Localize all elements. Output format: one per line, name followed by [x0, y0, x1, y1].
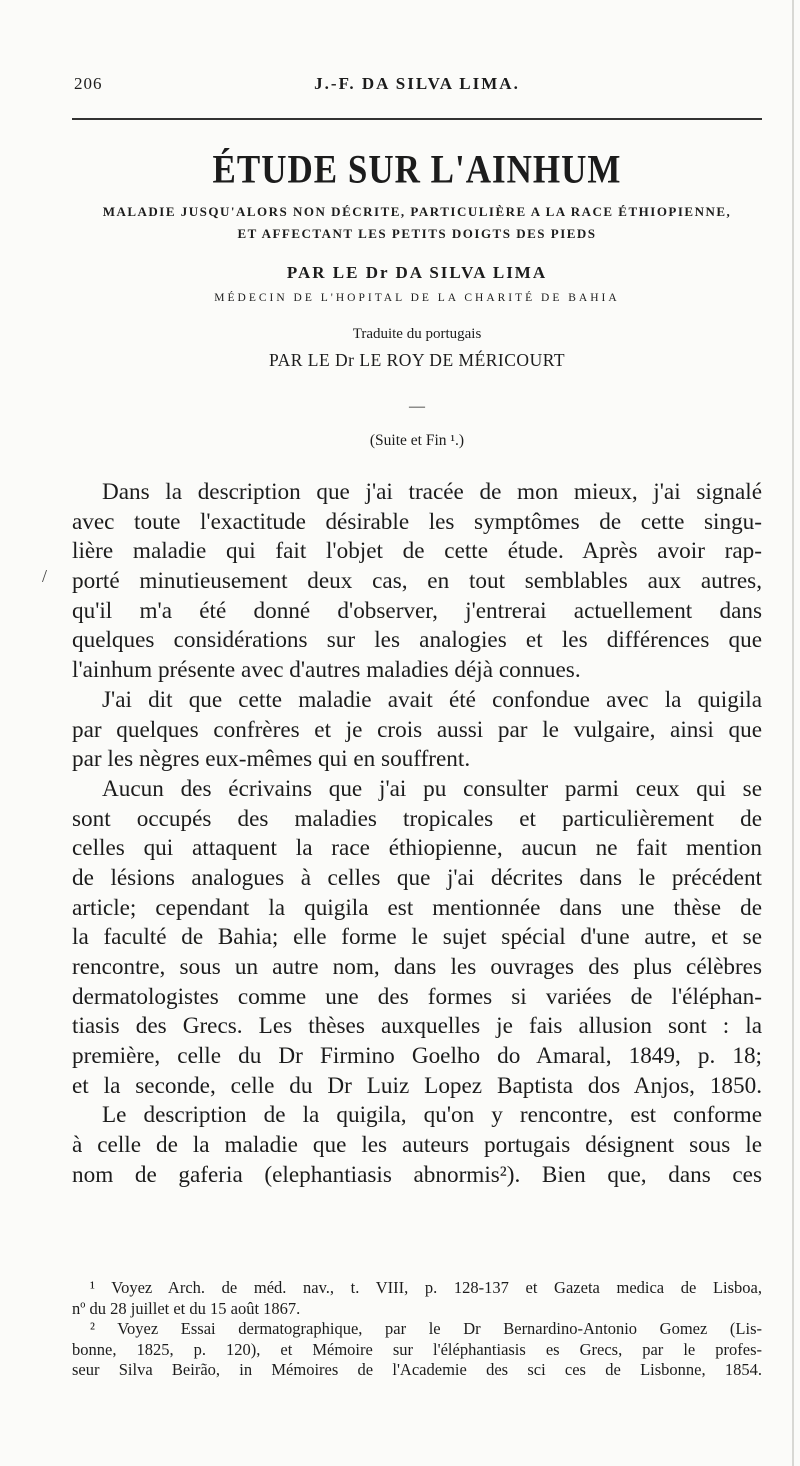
footnote-line: nº du 28 juillet et du 15 août 1867.	[72, 1298, 301, 1318]
body-line: avec toute l'exactitude désirable les symptômes de cette singu-	[72, 508, 762, 535]
article-subtitle-line-2: ET AFFECTANT LES PETITS DOIGTS DES PIEDS	[237, 226, 597, 241]
author-line: PAR LE Dr DA SILVA LIMA	[286, 263, 548, 282]
body-line: qu'il m'a été donné d'observer, j'entrerai actuellement dans	[72, 597, 762, 624]
body-line: Le description de la quigila, qu'on y rencontre, est conforme	[102, 1102, 762, 1129]
continuation-note: (Suite et Fin ¹.)	[369, 432, 465, 449]
running-title: J.-F. DA SILVA LIMA.	[314, 74, 520, 93]
body-line: l'ainhum présente avec d'autres maladies déjà connues.	[72, 657, 581, 684]
body-line: dermatologistes comme une des formes si variées de l'éléphan-	[72, 983, 762, 1010]
footnote-line: ¹ Voyez Arch. de méd. nav., t. VIII, p. 128-137 et Gazeta medica de Lisboa,	[90, 1278, 762, 1297]
footnote-line: bonne, 1825, p. 120), et Mémoire sur l'éléphantiasis es Grecs, par le profes-	[72, 1339, 762, 1359]
footnote-line: seur Silva Beirão, in Mémoires de l'Academie des sci ces de Lisbonne, 1854.	[72, 1360, 762, 1379]
author-affiliation: MÉDECIN DE L'HOPITAL DE LA CHARITÉ DE BAHIA	[214, 292, 620, 304]
body-line: première, celle du Dr Firmino Goelho do Amaral, 1849, p. 18;	[72, 1043, 762, 1070]
body-line: la faculté de Bahia; elle forme le sujet spécial d'une autre, et se	[72, 924, 762, 951]
body-line: porté minutieusement deux cas, en tout semblables aux autres,	[72, 568, 762, 595]
body-line: et la seconde, celle du Dr Luiz Lopez Baptista dos Anjos, 1850.	[72, 1072, 762, 1099]
translation-note: Traduite du portugais	[352, 326, 482, 342]
body-line: à celle de la maladie que les auteurs portugais désignent sous le	[72, 1132, 762, 1159]
header-rule	[72, 118, 762, 120]
page-number: 206	[74, 74, 103, 93]
footnote-line: ² Voyez Essai dermatographique, par le Dr Bernardino-Antonio Gomez (Lis-	[90, 1319, 762, 1338]
body-line: J'ai dit que cette maladie avait été confondue avec la quigila	[102, 686, 762, 713]
running-header	[72, 74, 762, 100]
body-line: quelques considérations sur les analogies et les différences que	[72, 627, 762, 654]
body-line: lière maladie qui fait l'objet de cette étude. Après avoir rap-	[72, 538, 762, 565]
translator-line: PAR LE Dr LE ROY DE MÉRICOURT	[268, 350, 566, 370]
footnotes	[72, 1278, 762, 1381]
body-line: sont occupés des maladies tropicales et particulièrement de	[72, 805, 762, 832]
body-line: par les nègres eux-mêmes qui en souffrent.	[72, 746, 471, 773]
body-line: de lésions analogues à celles que j'ai décrites dans le précédent	[72, 864, 762, 891]
body-line: par quelques confrères et je crois aussi par le vulgaire, ainsi que	[72, 716, 762, 743]
section-separator: —	[409, 398, 425, 415]
body-line: article; cependant la quigila est mentionnée dans une thèse de	[72, 894, 762, 921]
body-line: Aucun des écrivains que j'ai pu consulter parmi ceux qui se	[102, 775, 762, 802]
document-page	[72, 0, 762, 1466]
article-title: ÉTUDE SUR L'AINHUM	[212, 147, 622, 192]
body-line: nom de gaferia (elephantiasis abnormis²). Bien que, dans ces	[72, 1161, 762, 1188]
body-line: rencontre, sous un autre nom, dans les ouvrages des plus célèbres	[72, 954, 762, 980]
body-line: celles qui attaquent la race éthiopienne, aucun ne fait mention	[72, 835, 762, 862]
body-line: tiasis des Grecs. Les thèses auxquelles je fais allusion sont : la	[72, 1013, 762, 1040]
body-text	[72, 478, 762, 1191]
article-subtitle-line-1: MALADIE JUSQU'ALORS NON DÉCRITE, PARTICULIÈRE A LA RACE ÉTHIOPIENNE,	[102, 204, 732, 219]
body-line: Dans la description que j'ai tracée de mon mieux, j'ai signalé	[102, 479, 762, 505]
margin-mark: /	[42, 566, 48, 586]
page-edge-shadow	[792, 0, 794, 1466]
